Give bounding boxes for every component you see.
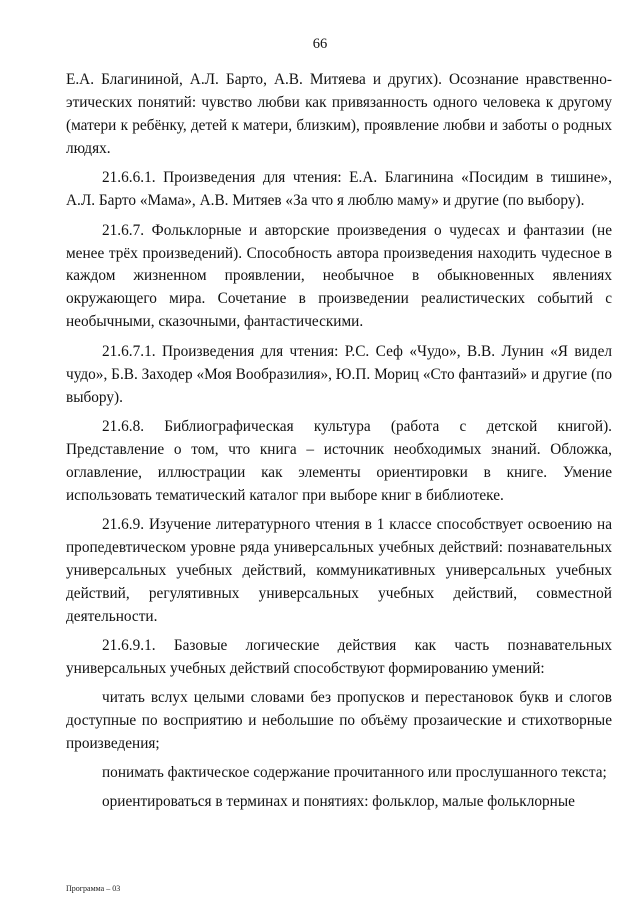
paragraph-21-6-8: 21.6.8. Библиографическая культура (работа с детской книгой). Представление о том, что книга – источник необходимых знаний. Обложка, оглавление, иллюстрации как элементы ориентировки в книге. Умение использовать тематический каталог при выборе книг в библиотеке. bbox=[66, 418, 612, 504]
paragraph-21-6-9: 21.6.9. Изучение литературного чтения в 1 классе способствует освоению на пропедевтическом уровне ряда универсальных учебных действий: познавательных универсальных учебных действий, коммуникативных универсальных учебных действий, регулятивных универсальных учебных действий, совместной деятельности. bbox=[66, 516, 612, 625]
paragraph-21-6-7-1: 21.6.7.1. Произведения для чтения: Р.С. Сеф «Чудо», В.В. Лунин «Я видел чудо», Б.В. Заходер «Моя Вообразилия», Ю.П. Мориц «Сто фантазий» и другие (по выбору). bbox=[66, 342, 612, 406]
paragraph-21-6-9-1: 21.6.9.1. Базовые логические действия как часть познавательных универсальных учебных действий способствуют формированию умений: bbox=[66, 637, 612, 678]
footer-label: Программа – 03 bbox=[66, 884, 121, 893]
list-item-understand-content: понимать фактическое содержание прочитанного или прослушанного текста; bbox=[102, 763, 607, 781]
body-text bbox=[66, 69, 612, 820]
list-item-read-aloud: читать вслух целыми словами без пропусков и перестановок букв и слогов доступные по восприятию и небольшие по объёму прозаические и стихотворные произведения; bbox=[66, 689, 612, 753]
page-number: 66 bbox=[312, 36, 328, 52]
list-item-terms: ориентироваться в терминах и понятиях: фольклор, малые фольклорные bbox=[102, 792, 575, 810]
paragraph-continuation: Е.А. Благининой, А.Л. Барто, А.В. Митяева и других). Осознание нравственно-этических понятий: чувство любви как привязанность одного человека к другому (матери к ребёнку, детей к матери, близким), проявление любви и заботы о родных людях. bbox=[66, 71, 612, 157]
paragraph-21-6-6-1: 21.6.6.1. Произведения для чтения: Е.А. Благинина «Посидим в тишине», А.Л. Барто «Мама», А.В. Митяев «За что я люблю маму» и другие (по выбору). bbox=[66, 169, 612, 210]
paragraph-21-6-7: 21.6.7. Фольклорные и авторские произведения о чудесах и фантазии (не менее трёх произведений). Способность автора произведения находить чудесное в каждом жизненном проявлении, необычное в обыкновенных явлениях окружающего мира. Сочетание в произведении реалистических событий с необычными, сказочными, фантастическими. bbox=[66, 221, 612, 331]
